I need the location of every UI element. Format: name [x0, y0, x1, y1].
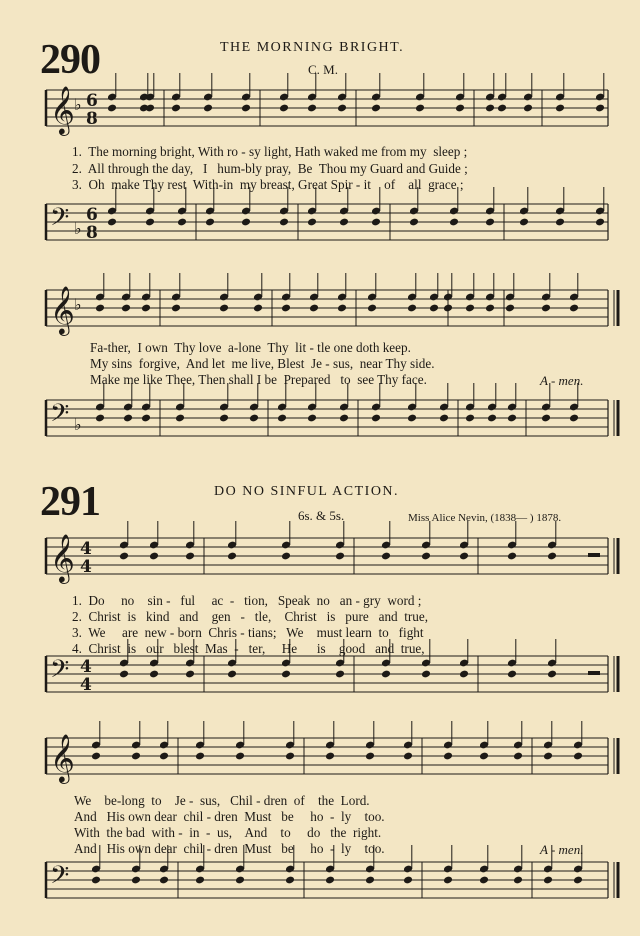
note-head [569, 304, 579, 313]
note-head [219, 304, 229, 313]
note-head [307, 218, 317, 227]
note-head [159, 752, 169, 761]
hymn-meter-290: C. M. [308, 62, 338, 77]
note-head [443, 876, 453, 885]
note-head [595, 218, 605, 227]
note-head [119, 552, 129, 561]
note-head [141, 304, 151, 313]
note-head [339, 414, 349, 423]
note-head [227, 552, 237, 561]
time-signature-numerator: 4 [80, 657, 92, 677]
note-head [513, 876, 523, 885]
note-head [235, 876, 245, 885]
bass-clef-icon: 𝄢 [50, 203, 70, 238]
note-head [159, 876, 169, 885]
hymn-291-verse-4-line-1: 4. Christ is our blest Mas - ter, He is good and true, [72, 641, 425, 656]
hymn-290-verse-3-line-1: 3. Oh make Thy rest With-in my breast, Great Spir - it of all grace ; [72, 177, 464, 192]
note-head [523, 104, 533, 113]
note-head [573, 752, 583, 761]
bass-staff-290-line1 [0, 196, 640, 256]
note-head [371, 104, 381, 113]
note-head [459, 552, 469, 561]
note-head [449, 218, 459, 227]
note-head [177, 218, 187, 227]
note-head [235, 752, 245, 761]
note-head [497, 104, 507, 113]
note-head [459, 670, 469, 679]
note-head [443, 304, 453, 313]
note-head [547, 552, 557, 561]
note-head [409, 218, 419, 227]
note-head [335, 552, 345, 561]
note-head [543, 876, 553, 885]
bass-staff-291-line2 [0, 854, 640, 914]
note-head [309, 304, 319, 313]
note-head [439, 414, 449, 423]
note-head [253, 304, 263, 313]
note-head [507, 552, 517, 561]
note-head [479, 876, 489, 885]
treble-staff-291-line1 [0, 530, 640, 590]
note-head [479, 752, 489, 761]
note-head [281, 670, 291, 679]
note-head [175, 414, 185, 423]
hymn-290-verse-1-line-1: 1. The morning bright, With ro - sy light, Hath waked me from my sleep ; [72, 144, 468, 159]
note-head [573, 876, 583, 885]
time-signature-denominator: 4 [80, 675, 92, 695]
note-head [307, 414, 317, 423]
note-head [335, 670, 345, 679]
note-head [465, 304, 475, 313]
note-head [249, 414, 259, 423]
note-head [403, 876, 413, 885]
hymn-291-amen: A - men. [540, 842, 584, 857]
flat-icon: ♭ [74, 415, 82, 434]
note-head [519, 218, 529, 227]
note-head [407, 304, 417, 313]
note-head [381, 670, 391, 679]
note-head [325, 876, 335, 885]
note-head [149, 552, 159, 561]
treble-clef-icon: 𝄞 [50, 533, 75, 582]
note-head [149, 670, 159, 679]
hymn-title-290: THE MORNING BRIGHT. [220, 40, 405, 55]
note-head [203, 104, 213, 113]
rest-icon [588, 671, 600, 675]
note-head [307, 104, 317, 113]
note-head [507, 414, 517, 423]
note-head [171, 304, 181, 313]
note-head [107, 218, 117, 227]
note-head [555, 218, 565, 227]
note-head [365, 752, 375, 761]
bass-clef-icon: 𝄢 [50, 399, 70, 434]
hymn-290-verse-1-line-2: Fa-ther, I own Thy love a-lone Thy lit - tle one doth keep. [90, 340, 411, 355]
flat-icon: ♭ [74, 219, 82, 238]
note-head [429, 304, 439, 313]
treble-clef-icon: 𝄞 [50, 733, 75, 782]
note-head [285, 752, 295, 761]
note-head [123, 414, 133, 423]
note-head [95, 414, 105, 423]
note-head [513, 752, 523, 761]
bass-clef-icon: 𝄢 [50, 861, 70, 896]
treble-staff-290-line1 [0, 82, 640, 142]
note-head [107, 104, 117, 113]
time-signature-numerator: 4 [80, 539, 92, 559]
note-head [281, 552, 291, 561]
note-head [421, 552, 431, 561]
note-head [141, 414, 151, 423]
flat-icon: ♭ [74, 95, 82, 114]
note-head [487, 414, 497, 423]
hymn-291-verse-3-line-2: With the bad with - in - us, And to do the right. [74, 825, 382, 840]
note-head [505, 304, 515, 313]
note-head [421, 670, 431, 679]
note-head [555, 104, 565, 113]
note-head [337, 304, 347, 313]
note-head [205, 218, 215, 227]
note-head [371, 414, 381, 423]
note-head [279, 218, 289, 227]
note-head [171, 104, 181, 113]
note-head [145, 218, 155, 227]
note-head [569, 414, 579, 423]
note-head [547, 670, 557, 679]
bass-staff-290-line2 [0, 392, 640, 452]
hymn-title-291: DO NO SINFUL ACTION. [214, 484, 400, 499]
treble-clef-icon: 𝄞 [50, 285, 75, 334]
note-head [227, 670, 237, 679]
hymn-291-verse-4-line-2: And His own dear chil - dren Must be ho - ly too. [74, 841, 385, 856]
note-head [131, 876, 141, 885]
note-head [485, 104, 495, 113]
note-head [195, 752, 205, 761]
hymn-number-291: 291 [40, 479, 100, 525]
note-head [285, 876, 295, 885]
note-head [195, 876, 205, 885]
note-head [91, 876, 101, 885]
note-head [95, 304, 105, 313]
note-head [339, 218, 349, 227]
note-head [465, 414, 475, 423]
note-head [543, 752, 553, 761]
note-head [407, 414, 417, 423]
note-head [241, 104, 251, 113]
note-head [507, 670, 517, 679]
note-head [91, 752, 101, 761]
rest-icon [588, 553, 600, 557]
note-head [403, 752, 413, 761]
note-head [381, 552, 391, 561]
hymn-291-verse-2-line-2: And His own dear chil - dren Must be ho - ly too. [74, 809, 385, 824]
note-head [443, 752, 453, 761]
hymn-290-verse-3-line-2: Make me like Thee, Then shall I be Prepared to see Thy face. [90, 372, 427, 387]
time-signature-denominator: 8 [86, 223, 98, 243]
hymn-author-291: Miss Alice Nevin, (1838— ) 1878. [408, 512, 562, 524]
note-head [119, 670, 129, 679]
time-signature-denominator: 8 [86, 109, 98, 129]
hymn-290-verse-2-line-1: 2. All through the day, I hum-bly pray, Be Thou my Guard and Guide ; [72, 161, 468, 176]
hymn-290-verse-2-line-2: My sins forgive, And let me live, Blest Je - sus, near Thy side. [90, 356, 435, 371]
hymn-number-290: 290 [40, 37, 100, 83]
note-head [337, 104, 347, 113]
hymn-290-amen: A - men. [540, 373, 584, 388]
treble-staff-290-line2 [0, 282, 640, 342]
time-signature-numerator: 6 [86, 91, 98, 111]
hymn-291-verse-3-line-1: 3. We are new - born Chris - tians; We must learn to fight [72, 625, 424, 640]
note-head [455, 104, 465, 113]
flat-icon: ♭ [74, 295, 82, 314]
note-head [541, 414, 551, 423]
hymn-291-verse-1-line-1: 1. Do no sin - ful ac - tion, Speak no an - gry word ; [72, 593, 422, 608]
note-head [279, 104, 289, 113]
note-head [219, 414, 229, 423]
bass-staff-291-line1 [0, 648, 640, 708]
note-head [415, 104, 425, 113]
note-head [541, 304, 551, 313]
hymn-meter-291: 6s. & 5s. [298, 508, 345, 523]
hymn-291-verse-2-line-1: 2. Christ is kind and gen - tle, Christ is pure and true, [72, 609, 429, 624]
treble-staff-291-line2 [0, 730, 640, 790]
time-signature-numerator: 6 [86, 205, 98, 225]
note-head [325, 752, 335, 761]
note-head [281, 304, 291, 313]
note-head [595, 104, 605, 113]
time-signature-denominator: 4 [80, 557, 92, 577]
note-head [367, 304, 377, 313]
note-head [485, 304, 495, 313]
hymn-291-verse-1-line-2: We be-long to Je - sus, Chil - dren of the Lord. [74, 793, 370, 808]
note-head [121, 304, 131, 313]
note-head [185, 552, 195, 561]
note-head [241, 218, 251, 227]
note-head [185, 670, 195, 679]
bass-clef-icon: 𝄢 [50, 655, 70, 690]
note-head [131, 752, 141, 761]
note-head [145, 104, 155, 113]
note-head [371, 218, 381, 227]
note-head [365, 876, 375, 885]
treble-clef-icon: 𝄞 [50, 85, 75, 134]
note-head [485, 218, 495, 227]
note-head [277, 414, 287, 423]
